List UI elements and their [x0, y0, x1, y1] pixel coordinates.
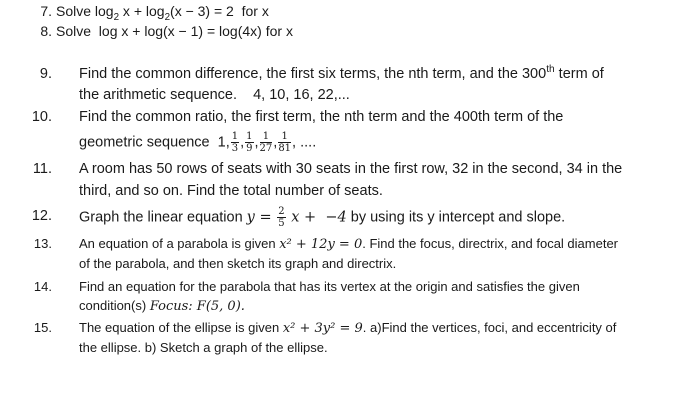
problem-text-line2: of the parabola, and then sketch its graph and directrix. — [79, 256, 397, 271]
problem-text-line1: An equation of a parabola is given x² + 12y = 0. Find the focus, directrix, and focal diameter — [79, 236, 619, 252]
problem-text-line1: A room has 50 rows of seats with 30 seats in the first row, 32 in the second, 34 in the — [79, 161, 623, 177]
fraction: $\frac{1}{3}$ — [231, 131, 239, 154]
problem-text-line2: third, and so on. Find the total number of seats. — [79, 183, 383, 199]
problem-text-line2: the ellipse. b) Sketch a graph of the ellipse. — [79, 340, 328, 355]
problem-text-line1: Find the common difference, the first six terms, the nth term, and the 300th term of — [79, 64, 604, 82]
problem-number: 11. — [32, 161, 52, 177]
problem-text-line1: The equation of the ellipse is given x² + 3y² = 9. a)Find the vertices, foci, and eccentricity of — [79, 320, 617, 336]
fraction: $\frac{1}{81}$ — [278, 131, 292, 154]
problem-number: 14. — [33, 279, 52, 294]
problem-number: 13. — [33, 236, 52, 251]
problem-text-line2: the arithmetic sequence. 4, 10, 16, 22,... — [79, 87, 350, 103]
problem-number: 7. — [40, 3, 52, 19]
fraction: $\frac{1}{9}$ — [246, 131, 253, 154]
problem-text-line2: condition(s) Focus: F(5, 0). — [79, 298, 245, 314]
problem-number: 15. — [33, 320, 52, 335]
problem-number: 12. — [31, 208, 52, 224]
problem-text: Graph the linear equation y = $\frac{2}{5}$ x + −4 by using its y intercept and slope. — [79, 206, 566, 229]
problem-number: 9. — [39, 66, 52, 82]
problem-text-line2: geometric sequence 1, $\frac{1}{3}$ , $\frac{1}{9}$ , $\frac{1}{27}$ , $\frac{1}{81}$ , .... — [79, 131, 317, 154]
problem-text: Solve $\log_2 x + \log_2(x - 3) = 2$ for x — [56, 3, 269, 23]
problem-text-line1: Find an equation for the parabola that has its vertex at the origin and satisfies the given — [79, 279, 580, 294]
fraction: $\frac{1}{27}$ — [259, 131, 273, 154]
problem-text-line1: Find the common ratio, the first term, the nth term and the 400th term of the — [79, 109, 564, 125]
problem-text: Solve log x + log(x − 1) = log(4x) for x — [56, 23, 293, 39]
problem-number: 8. — [40, 23, 52, 39]
problem-number: 10. — [31, 109, 52, 125]
fraction: $\frac{2}{5}$ — [278, 206, 285, 229]
